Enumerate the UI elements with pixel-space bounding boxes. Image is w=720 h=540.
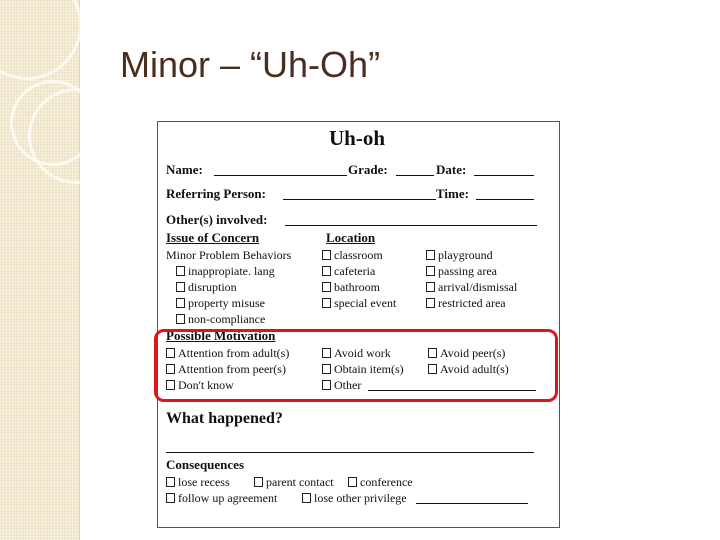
consequence-item: parent contact — [254, 475, 334, 489]
checkbox-icon — [322, 250, 331, 260]
name-line — [214, 175, 347, 176]
referring-line — [283, 199, 436, 200]
decorative-swirl — [10, 80, 96, 166]
what-happened-label: What happened? — [166, 410, 283, 427]
slide-title: Minor – “Uh-Oh” — [120, 44, 381, 85]
consequence-item: follow up agreement — [166, 491, 277, 505]
decorative-side-strip — [0, 0, 80, 540]
motivation-item: Obtain item(s) — [322, 362, 404, 376]
checkbox-icon — [254, 477, 263, 487]
consequence-item: lose other privilege — [302, 491, 407, 505]
location-item: arrival/dismissal — [426, 280, 517, 294]
consequence-item: lose recess — [166, 475, 230, 489]
time-label: Time: — [436, 186, 469, 201]
name-label: Name: — [166, 162, 203, 177]
checkbox-icon — [176, 314, 185, 324]
checkbox-icon — [426, 282, 435, 292]
others-involved-label: Other(s) involved: — [166, 212, 268, 227]
minor-problem-label: Minor Problem Behaviors — [166, 248, 292, 262]
motivation-item: Don't know — [166, 378, 234, 392]
motivation-item: Avoid adult(s) — [428, 362, 509, 376]
date-line — [474, 175, 534, 176]
checkbox-icon — [322, 266, 331, 276]
referring-person-label: Referring Person: — [166, 186, 266, 201]
checkbox-icon — [302, 493, 311, 503]
behavior-item: non-compliance — [176, 312, 265, 326]
checkbox-icon — [426, 250, 435, 260]
location-heading: Location — [326, 230, 376, 245]
other-privilege-line — [416, 503, 528, 504]
checkbox-icon — [348, 477, 357, 487]
consequence-item: conference — [348, 475, 413, 489]
motivation-item: Avoid peer(s) — [428, 346, 505, 360]
location-item: classroom — [322, 248, 383, 262]
motivation-item: Attention from peer(s) — [166, 362, 286, 376]
checkbox-icon — [322, 282, 331, 292]
location-item: special event — [322, 296, 396, 310]
motivation-item: Avoid work — [322, 346, 391, 360]
behavior-item: inappropiate. lang — [176, 264, 275, 278]
what-happened-line — [166, 452, 534, 453]
grade-line — [396, 175, 434, 176]
issue-of-concern-heading: Issue of Concern — [166, 230, 260, 245]
motivation-highlight-box — [154, 329, 558, 402]
location-item: restricted area — [426, 296, 506, 310]
possible-motivation-heading: Possible Motivation — [166, 328, 276, 343]
uh-oh-form-image — [157, 121, 560, 528]
date-label: Date: — [436, 162, 467, 177]
checkbox-icon — [426, 298, 435, 308]
checkbox-icon — [176, 266, 185, 276]
checkbox-icon — [166, 493, 175, 503]
location-item: bathroom — [322, 280, 380, 294]
checkbox-icon — [322, 298, 331, 308]
behavior-item: property misuse — [176, 296, 265, 310]
behavior-item: disruption — [176, 280, 237, 294]
grade-label: Grade: — [348, 162, 388, 177]
motivation-item: Attention from adult(s) — [166, 346, 289, 360]
time-line — [476, 199, 534, 200]
form-title: Uh-oh — [329, 126, 386, 150]
location-item: cafeteria — [322, 264, 375, 278]
checkbox-icon — [426, 266, 435, 276]
consequences-heading: Consequences — [166, 457, 245, 472]
others-line — [285, 225, 537, 226]
motivation-item: Other — [322, 378, 361, 392]
checkbox-icon — [166, 477, 175, 487]
location-item: passing area — [426, 264, 497, 278]
location-item: playground — [426, 248, 493, 262]
checkbox-icon — [176, 298, 185, 308]
decorative-swirl — [0, 0, 82, 80]
checkbox-icon — [176, 282, 185, 292]
